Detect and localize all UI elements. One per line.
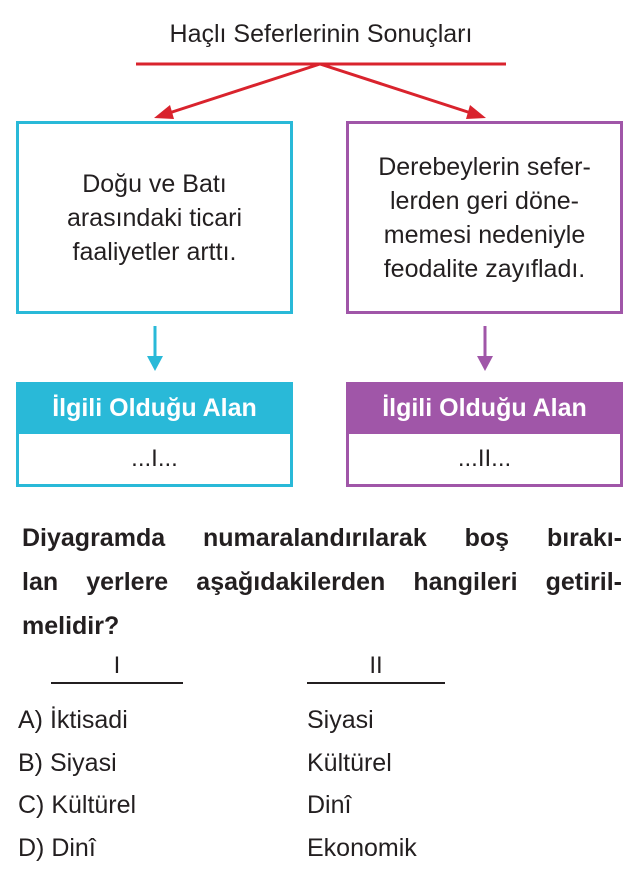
left-blank-cell: ...I... [16,434,293,487]
arrowhead-left-red [154,105,174,119]
question-line-1: Diyagramda numaralandırılarak boş bırakı- [22,524,622,552]
arrowhead-down-right [477,356,493,371]
right-blank-cell: ...II... [346,434,623,487]
option-d-label[interactable]: D) Dinî [18,834,96,862]
arrowhead-down-left [147,356,163,371]
left-result-text: Doğu ve Batı arasındaki ticari faaliyetler arttı. [66,169,243,266]
right-result-text: Derebeylerin sefer- lerden geri döne- memesi nedeniyle feodalite zayıfladı. [378,152,591,283]
column-header-1: I [51,652,183,684]
column-header-2: II [307,652,445,684]
question-line-2: lan yerlere aşağıdakilerden hangileri getiril- [22,568,622,596]
option-a-label[interactable]: A) İktisadi [18,706,128,734]
option-c-col2: Dinî [307,791,352,819]
option-b-col2: Kültürel [307,749,392,777]
arrowhead-right-red [466,105,486,119]
question-line-3: melidir? [22,612,120,640]
arrow-left-red [166,64,320,114]
option-b-label[interactable]: B) Siyasi [18,749,117,777]
option-a-col2: Siyasi [307,706,374,734]
right-result-box [346,121,623,314]
left-result-box [16,121,293,314]
option-d-col2: Ekonomik [307,834,417,862]
option-c-label[interactable]: C) Kültürel [18,791,137,819]
arrow-right-red [320,64,474,114]
question-text [22,516,622,648]
left-area-header: İlgili Olduğu Alan [16,382,293,434]
diagram-title: Haçlı Seferlerinin Sonuçları [169,20,473,48]
right-area-header: İlgili Olduğu Alan [346,382,623,434]
